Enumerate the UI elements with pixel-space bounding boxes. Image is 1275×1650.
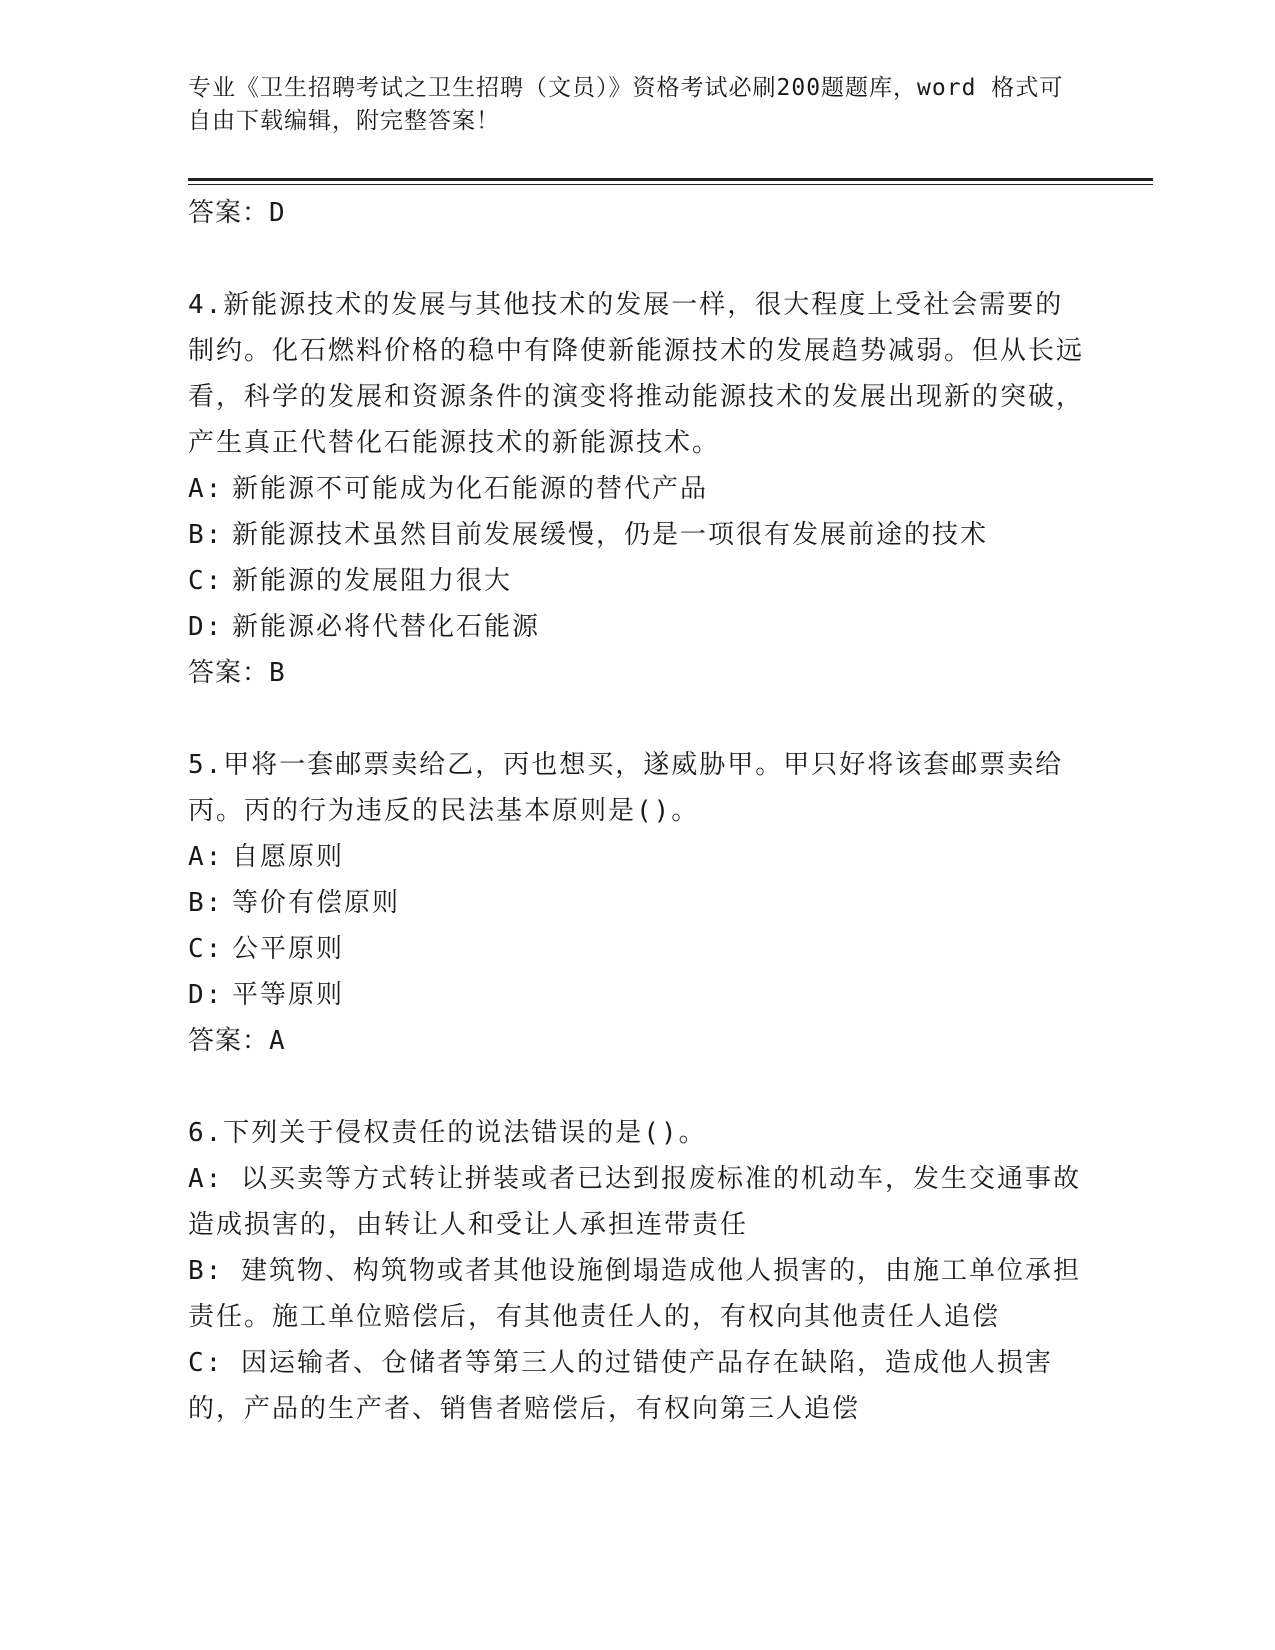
option-d bbox=[188, 972, 1088, 1018]
option-label: D: bbox=[188, 980, 224, 1010]
question-block bbox=[188, 1110, 1088, 1432]
option-c bbox=[188, 1340, 1088, 1432]
option-c bbox=[188, 926, 1088, 972]
option-d bbox=[188, 604, 1088, 650]
document-body bbox=[188, 190, 1088, 1432]
question-block bbox=[188, 742, 1088, 1064]
question-stem: 4.新能源技术的发展与其他技术的发展一样，很大程度上受社会需要的制约。化石燃料价格的稳中有降使新能源技术的发展趋势减弱。但从长远看，科学的发展和资源条件的演变将推动能源技术的发展出现新的突破，产生真正代替化石能源技术的新能源技术。 bbox=[188, 290, 1085, 458]
option-text: 以买卖等方式转让拼装或者已达到报废标准的机动车，发生交通事故造成损害的，由转让人和受让人承担连带责任 bbox=[188, 1164, 1081, 1240]
option-label: B: bbox=[188, 520, 224, 550]
option-b bbox=[188, 512, 1088, 558]
option-a bbox=[188, 834, 1088, 880]
option-text: 新能源不可能成为化石能源的替代产品 bbox=[232, 474, 709, 504]
answer-line: 答案：A bbox=[188, 1026, 286, 1056]
option-label: C: bbox=[188, 1348, 224, 1378]
option-a bbox=[188, 466, 1088, 512]
header-divider-thin bbox=[188, 184, 1153, 185]
option-text: 等价有偿原则 bbox=[232, 888, 401, 918]
option-text: 新能源技术虽然目前发展缓慢，仍是一项很有发展前途的技术 bbox=[232, 520, 989, 550]
question-block bbox=[188, 282, 1088, 696]
question-stem: 5.甲将一套邮票卖给乙，丙也想买，遂威胁甲。甲只好将该套邮票卖给丙。丙的行为违反的民法基本原则是()。 bbox=[188, 750, 1064, 826]
option-text: 公平原则 bbox=[232, 934, 345, 964]
option-text: 新能源的发展阻力很大 bbox=[232, 566, 513, 596]
option-label: C: bbox=[188, 934, 224, 964]
option-label: B: bbox=[188, 1256, 224, 1286]
option-text: 新能源必将代替化石能源 bbox=[232, 612, 541, 642]
option-text: 建筑物、构筑物或者其他设施倒塌造成他人损害的，由施工单位承担责任。施工单位赔偿后，有其他责任人的，有权向其他责任人追偿 bbox=[188, 1256, 1081, 1332]
option-label: A: bbox=[188, 1164, 224, 1194]
answer-line: 答案：B bbox=[188, 658, 286, 688]
option-label: A: bbox=[188, 842, 224, 872]
answer-line: 答案：D bbox=[188, 198, 286, 228]
header-divider-thick bbox=[188, 178, 1153, 181]
question-stem: 6.下列关于侵权责任的说法错误的是()。 bbox=[188, 1118, 707, 1148]
option-label: B: bbox=[188, 888, 224, 918]
option-c bbox=[188, 558, 1088, 604]
option-label: C: bbox=[188, 566, 224, 596]
option-text: 自愿原则 bbox=[232, 842, 345, 872]
document-header: 专业《卫生招聘考试之卫生招聘（文员）》资格考试必刷200题题库，word 格式可自由下载编辑，附完整答案！ bbox=[188, 75, 1064, 134]
option-b bbox=[188, 880, 1088, 926]
option-a bbox=[188, 1156, 1088, 1248]
option-label: A: bbox=[188, 474, 224, 504]
option-label: D: bbox=[188, 612, 224, 642]
option-text: 因运输者、仓储者等第三人的过错使产品存在缺陷，造成他人损害的，产品的生产者、销售者赔偿后，有权向第三人追偿 bbox=[188, 1348, 1053, 1424]
option-b bbox=[188, 1248, 1088, 1340]
option-text: 平等原则 bbox=[232, 980, 345, 1010]
